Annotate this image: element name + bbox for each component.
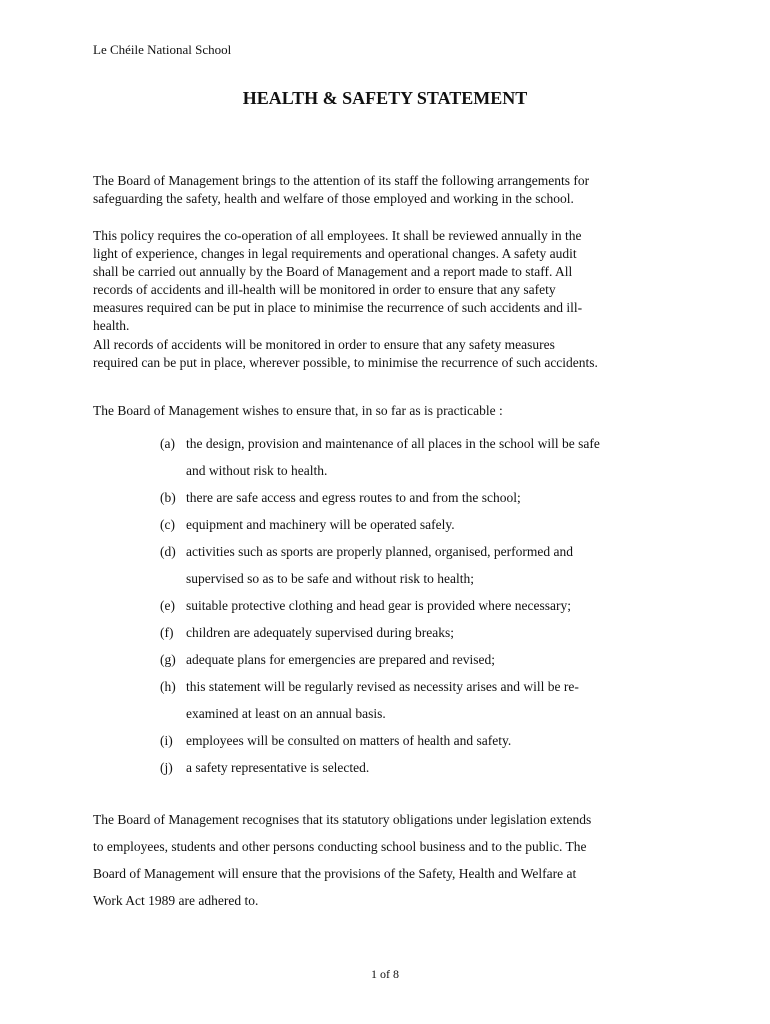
- list-marker: (c): [160, 517, 175, 532]
- list-item: [160, 430, 680, 484]
- text-line: to employees, students and other persons conducting school business and to the public. The: [93, 839, 587, 854]
- list-item-text: [186, 511, 680, 538]
- list-item: [160, 592, 680, 619]
- list-marker: (i): [160, 733, 173, 748]
- arrangements-list: [160, 430, 680, 781]
- list-marker: (j): [160, 760, 173, 775]
- accidents-paragraph: [93, 336, 683, 372]
- text-line: and without risk to health.: [186, 463, 328, 478]
- list-item-text: [186, 484, 680, 511]
- text-line: suitable protective clothing and head gear is provided where necessary;: [186, 598, 571, 613]
- text-line: examined at least on an annual basis.: [186, 706, 386, 721]
- policy-paragraph: [93, 227, 683, 335]
- list-item-text: [186, 538, 680, 592]
- text-line: health.: [93, 318, 130, 333]
- text-line: The Board of Management recognises that its statutory obligations under legislation extends: [93, 812, 592, 827]
- list-marker: (g): [160, 652, 176, 667]
- text-line: employees will be consulted on matters of health and safety.: [186, 733, 512, 748]
- text-line: records of accidents and ill-health will be monitored in order to ensure that any safety: [93, 282, 556, 297]
- page-number: 1 of 8: [371, 967, 399, 981]
- list-item: [160, 646, 680, 673]
- text-line: adequate plans for emergencies are prepared and revised;: [186, 652, 495, 667]
- text-line: This policy requires the co-operation of all employees. It shall be reviewed annually in the: [93, 228, 582, 243]
- list-item-text: [186, 430, 680, 484]
- intro-paragraph: [93, 172, 683, 208]
- list-item: [160, 538, 680, 592]
- list-item-text: [186, 727, 680, 754]
- text-line: the design, provision and maintenance of all places in the school will be safe: [186, 436, 600, 451]
- closing-paragraph: [93, 806, 683, 914]
- list-intro-paragraph: [93, 402, 683, 420]
- list-marker: (a): [160, 436, 175, 451]
- text-line: The Board of Management brings to the attention of its staff the following arrangements for: [93, 173, 590, 188]
- text-line: shall be carried out annually by the Board of Management and a report made to staff. All: [93, 264, 573, 279]
- list-item: [160, 673, 680, 727]
- list-item: [160, 511, 680, 538]
- text-line: this statement will be regularly revised as necessity arises and will be re-: [186, 679, 579, 694]
- text-line: equipment and machinery will be operated safely.: [186, 517, 455, 532]
- list-item-text: [186, 673, 680, 727]
- text-line: supervised so as to be safe and without risk to health;: [186, 571, 474, 586]
- list-item-text: [186, 592, 680, 619]
- list-item: [160, 754, 680, 781]
- list-item-text: [186, 754, 680, 781]
- text-line: Work Act 1989 are adhered to.: [93, 893, 259, 908]
- list-marker: (h): [160, 679, 176, 694]
- text-line: All records of accidents will be monitored in order to ensure that any safety measures: [93, 337, 555, 352]
- text-line: a safety representative is selected.: [186, 760, 370, 775]
- list-marker: (b): [160, 490, 176, 505]
- list-item-text: [186, 646, 680, 673]
- text-line: Board of Management will ensure that the provisions of the Safety, Health and Welfare at: [93, 866, 577, 881]
- list-item: [160, 727, 680, 754]
- text-line: there are safe access and egress routes to and from the school;: [186, 490, 521, 505]
- document-title: HEALTH & SAFETY STATEMENT: [242, 88, 528, 108]
- text-line: required can be put in place, wherever possible, to minimise the recurrence of such accidents.: [93, 355, 598, 370]
- text-line: activities such as sports are properly planned, organised, performed and: [186, 544, 574, 559]
- list-item: [160, 484, 680, 511]
- text-line: light of experience, changes in legal requirements and operational changes. A safety audit: [93, 246, 577, 261]
- list-item-text: [186, 619, 680, 646]
- running-header: Le Chéile National School: [93, 42, 232, 57]
- list-marker: (d): [160, 544, 176, 559]
- text-line: The Board of Management wishes to ensure that, in so far as is practicable :: [93, 403, 503, 418]
- text-line: safeguarding the safety, health and welfare of those employed and working in the school.: [93, 191, 574, 206]
- text-line: children are adequately supervised during breaks;: [186, 625, 455, 640]
- text-line: measures required can be put in place to minimise the recurrence of such accidents and ill-: [93, 300, 583, 315]
- list-marker: (e): [160, 598, 175, 613]
- list-marker: (f): [160, 625, 174, 640]
- list-item: [160, 619, 680, 646]
